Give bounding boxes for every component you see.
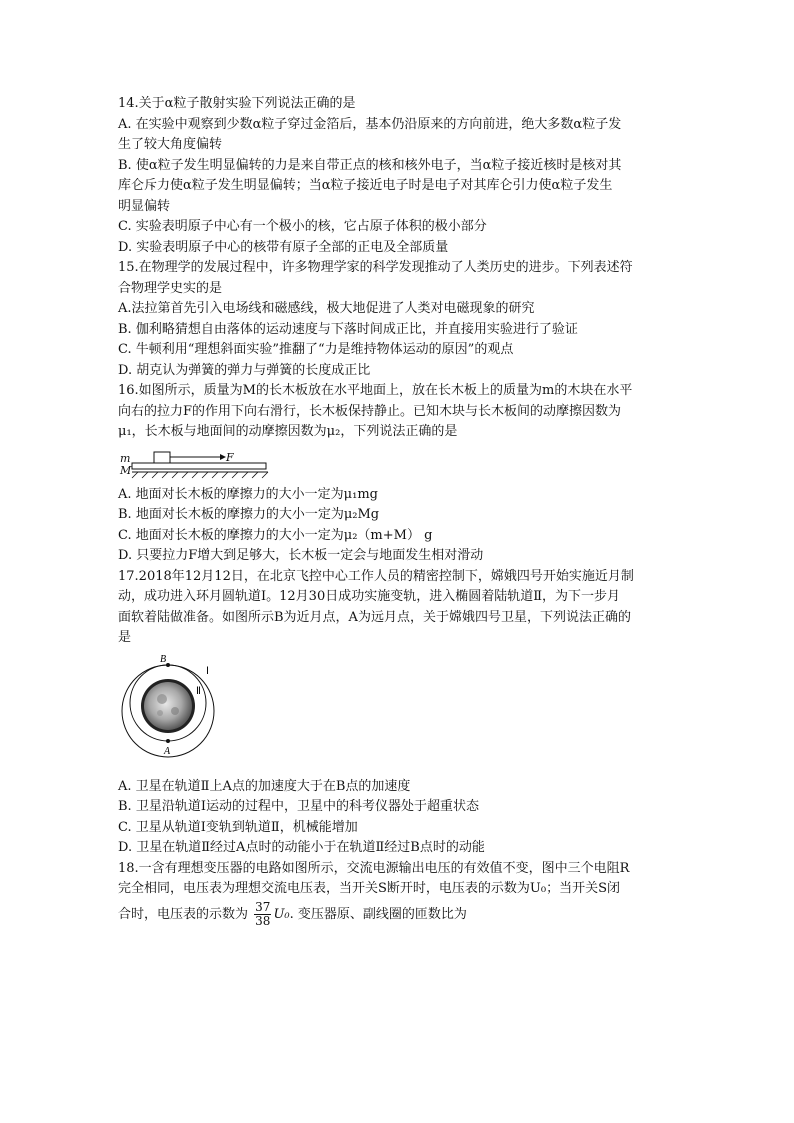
question-stem-cont: 动，成功进入环月圆轨道Ⅰ。12月30日成功实施变轨，进入椭圆着陆轨道Ⅱ，为下一步月 — [118, 589, 621, 604]
option-d: D. 只要拉力F增大到足够大，长木板一定会与地面发生相对滑动 — [118, 548, 484, 563]
option-a-cont: 生了较大角度偏转 — [118, 137, 223, 152]
option-a: A. 地面对长木板的摩擦力的大小一定为μ₁mg — [118, 486, 378, 502]
question-stem-cont: 完全相同，电压表为理想交流电压表，当开关S断开时，电压表的示数为U₀；当开关S闭 — [118, 881, 620, 896]
point-A-dot — [166, 739, 170, 743]
board-block-figure — [118, 447, 678, 481]
option-b: B. 使α粒子发生明显偏转的力是来自带正点的核和核外电子，当α粒子接近核时是核对其 — [118, 157, 622, 173]
fraction — [254, 901, 271, 928]
option-b: B. 卫星沿轨道Ⅰ运动的过程中，卫星中的科考仪器处于超重状态 — [118, 799, 479, 814]
question-stem: 16.如图所示，质量为M的长木板放在水平地面上，放在长木板上的质量为m的木块在水平 — [118, 383, 633, 398]
option-b-cont: 明显偏转 — [118, 198, 171, 214]
question-stem-cont: 向右的拉力F的作用下向右滑行，长木板保持静止。已知木块与长木板间的动摩擦因数为 — [118, 403, 622, 419]
label-orbit-I: Ⅰ — [206, 665, 209, 677]
option-c: C. 牛顿利用“理想斜面实验”推翻了“力是维持物体运动的原因”的观点 — [118, 342, 514, 357]
voltage-symbol: U₀ — [273, 906, 290, 922]
option-c: C. 卫星从轨道Ⅰ变轨到轨道Ⅱ，机械能增加 — [118, 819, 358, 835]
option-c: C. 实验表明原子中心有一个极小的核，它占原子体积的极小部分 — [118, 219, 487, 234]
option-b: B. 伽利略猜想自由落体的运动速度与下落时间成正比，并直接用实验进行了验证 — [118, 321, 578, 337]
question-stem-cont: 合物理学史实的是 — [118, 280, 223, 296]
exam-page — [118, 94, 678, 930]
moon-icon — [144, 682, 192, 730]
option-d: D. 胡克认为弹簧的弹力与弹簧的长度成正比 — [118, 362, 371, 378]
question-stem-cont: μ₁，长木板与地面间的动摩擦因数为μ₂，下列说法正确的是 — [118, 424, 458, 439]
option-a: A. 卫星在轨道Ⅱ上A点的加速度大于在B点的加速度 — [118, 778, 411, 794]
question-stem: 14.关于α粒子散射实验下列说法正确的是 — [118, 96, 356, 111]
option-b-cont: 库仑斥力使α粒子发生明显偏转；当α粒子接近电子时是电子对其库仑引力使α粒子发生 — [118, 178, 613, 193]
option-b: B. 地面对长木板的摩擦力的大小一定为μ₂Mg — [118, 507, 380, 522]
orbit-figure — [120, 653, 678, 771]
question-stem: 18.一含有理想变压器的电路如图所示，交流电源输出电压的有效值不变，图中三个电阻R — [118, 860, 630, 876]
option-d: D. 卫星在轨道Ⅱ经过A点时的动能小于在轨道Ⅱ经过B点时的动能 — [118, 840, 485, 855]
stem-text-pre: 合时，电压表的示数为 — [118, 906, 249, 922]
stem-text-post: . 变压器原、副线圈的匝数比为 — [289, 906, 467, 922]
moon-orbit-diagram — [120, 653, 230, 771]
fraction-numerator: 37 — [255, 899, 271, 914]
label-A: A — [164, 745, 171, 757]
option-a: A.法拉第首先引入电场线和磁感线，极大地促进了人类对电磁现象的研究 — [118, 301, 535, 316]
long-board-M — [132, 463, 266, 469]
label-orbit-II: Ⅱ — [196, 685, 201, 697]
point-B-dot — [166, 663, 170, 667]
question-16 — [118, 381, 678, 567]
question-18 — [118, 859, 678, 930]
fraction-denominator: 38 — [255, 913, 271, 928]
option-c: C. 地面对长木板的摩擦力的大小一定为μ₂（m+M） g — [118, 527, 433, 543]
question-stem-cont: 面软着陆做准备。如图所示B为近月点，A为远月点，关于嫦娥四号卫星，下列说法正确的 — [118, 609, 631, 625]
option-d: D. 实验表明原子中心的核带有原子全部的正电及全部质量 — [118, 239, 449, 255]
question-stem: 15.在物理学的发展过程中，许多物理学家的科学发现推动了人类历史的进步。下列表述符 — [118, 260, 633, 275]
block-m — [154, 452, 170, 463]
question-14 — [118, 94, 678, 258]
question-stem-cont — [118, 900, 678, 930]
label-F: F — [226, 450, 234, 464]
question-15 — [118, 258, 678, 381]
label-B: B — [160, 653, 167, 665]
question-17 — [118, 567, 678, 859]
question-stem-cont: 是 — [118, 630, 132, 645]
question-stem: 17.2018年12月12日，在北京飞控中心工作人员的精密控制下，嫦娥四号开始实施近月制 — [118, 568, 634, 584]
option-a: A. 在实验中观察到少数α粒子穿过金箔后，基本仍沿原来的方向前进，绝大多数α粒子发 — [118, 116, 622, 132]
label-m: m — [120, 451, 131, 465]
label-M: M — [120, 463, 132, 477]
board-block-diagram — [118, 447, 278, 481]
